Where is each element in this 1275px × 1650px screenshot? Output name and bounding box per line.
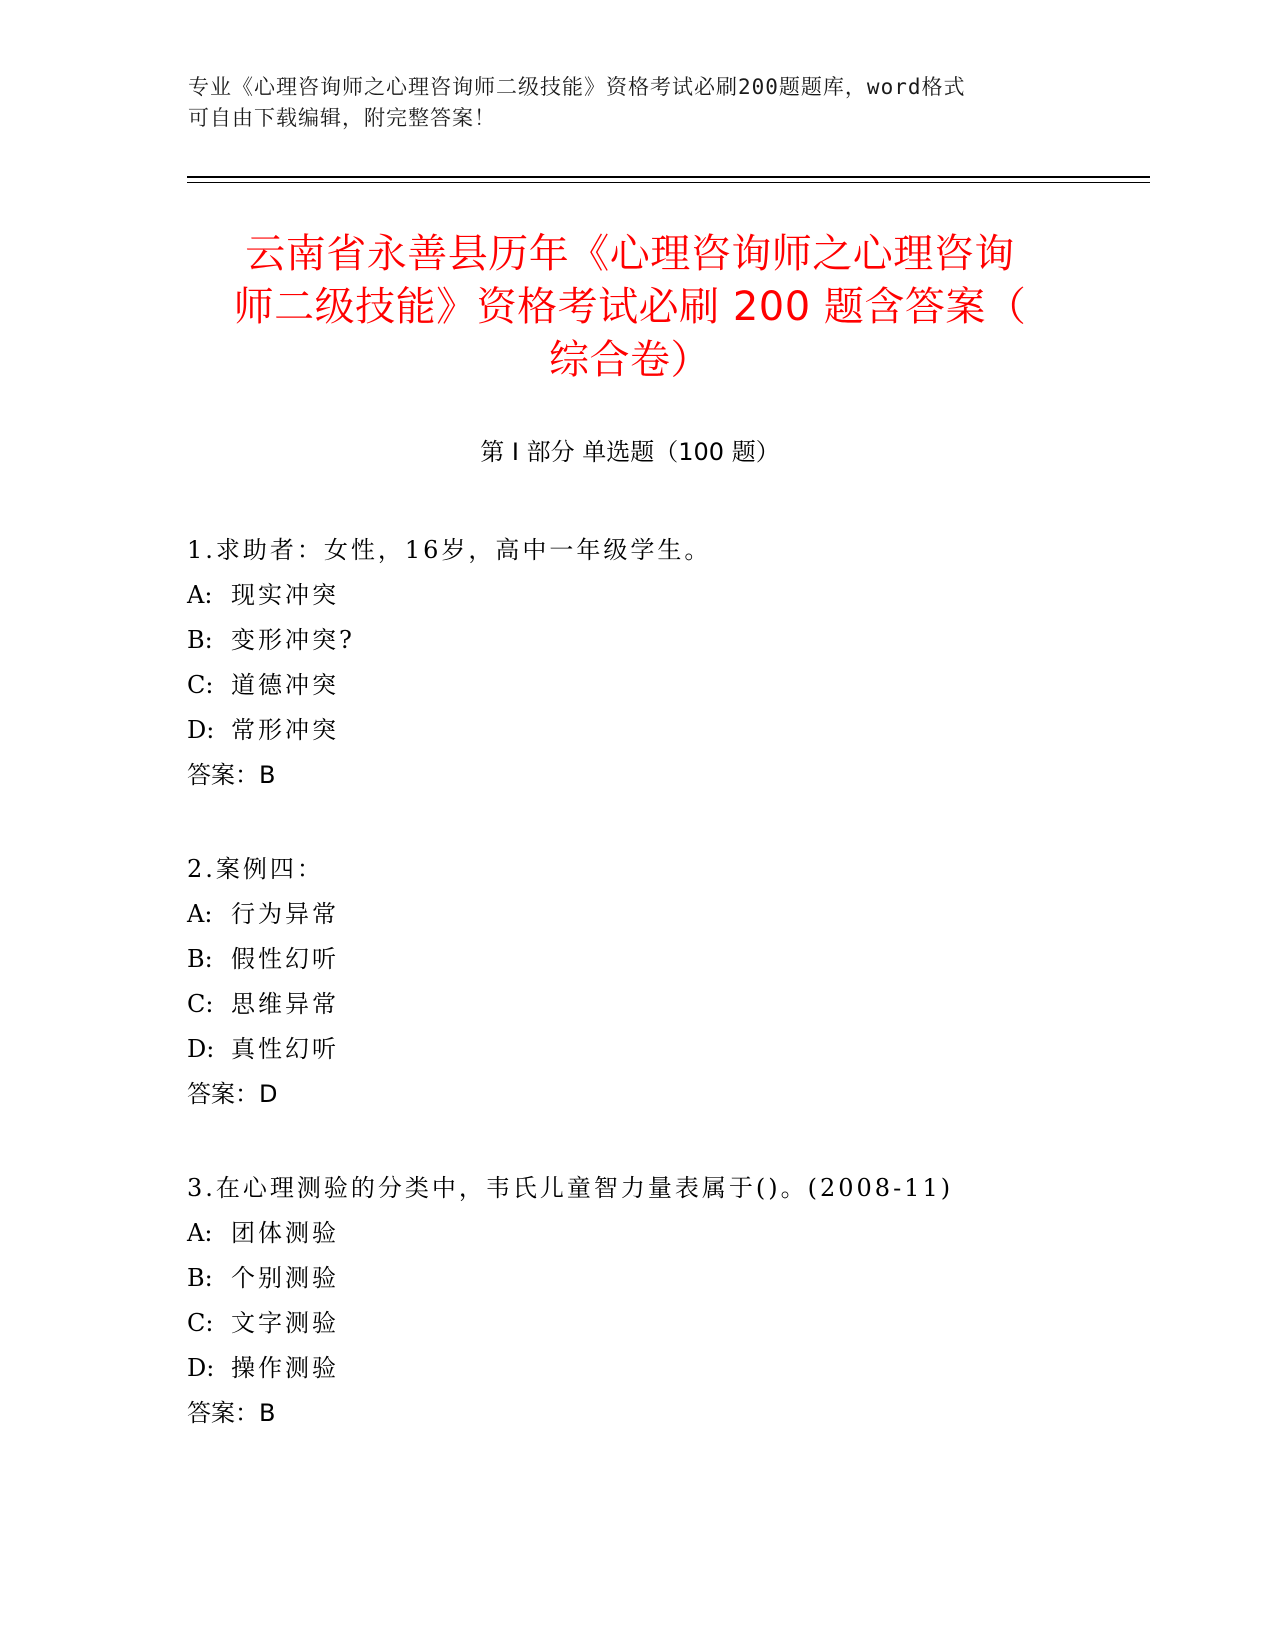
option-letter: A: [187, 1219, 213, 1247]
question-stem: 3.在心理测验的分类中，韦氏儿童智力量表属于()。(2008-11) [187, 1174, 954, 1202]
option-letter: D: [187, 1035, 215, 1063]
header-note-line-2: 可自由下载编辑，附完整答案！ [188, 106, 496, 130]
option-b [187, 937, 1147, 982]
option-a [187, 573, 1147, 618]
header-note-line-1: 专业《心理咨询师之心理咨询师二级技能》资格考试必刷200题题库，word格式 [188, 75, 966, 99]
option-letter: C: [187, 990, 214, 1018]
option-text: 假性幻听 [231, 945, 339, 973]
document-title-line-1: 云南省永善县历年《心理咨询师之心理咨询 [245, 231, 1015, 277]
option-letter: B: [187, 1264, 213, 1292]
option-text: 变形冲突? [231, 626, 355, 654]
answer-line: 答案：D [187, 1080, 278, 1108]
option-c [187, 1301, 1147, 1346]
option-text: 操作测验 [231, 1354, 339, 1382]
option-text: 常形冲突 [231, 716, 339, 744]
answer-line: 答案：B [187, 1399, 276, 1427]
option-letter: C: [187, 1309, 214, 1337]
document-title-line-3: 综合卷） [549, 337, 711, 383]
option-text: 团体测验 [231, 1219, 339, 1247]
question-stem: 1.求助者：女性，16岁，高中一年级学生。 [187, 536, 712, 564]
document-title [180, 228, 1080, 387]
header-rule-thin [187, 182, 1150, 183]
option-d [187, 1027, 1147, 1072]
answer-line: 答案：B [187, 761, 276, 789]
option-d [187, 708, 1147, 753]
option-text: 现实冲突 [231, 581, 339, 609]
option-letter: D: [187, 716, 215, 744]
question-3 [187, 1166, 1147, 1436]
option-text: 文字测验 [231, 1309, 339, 1337]
option-text: 行为异常 [231, 900, 339, 928]
option-letter: B: [187, 945, 213, 973]
document-title-line-2: 师二级技能》资格考试必刷 200 题含答案（ [233, 284, 1027, 330]
option-b [187, 1256, 1147, 1301]
option-a [187, 892, 1147, 937]
section-title: 第 I 部分 单选题（100 题） [480, 438, 780, 466]
header-note [188, 72, 1068, 134]
question-1 [187, 528, 1147, 798]
question-list [187, 528, 1147, 1485]
header-rule-thick [187, 176, 1150, 178]
option-text: 思维异常 [231, 990, 339, 1018]
option-c [187, 982, 1147, 1027]
question-2 [187, 847, 1147, 1117]
option-text: 道德冲突 [231, 671, 339, 699]
question-stem: 2.案例四： [187, 855, 324, 883]
option-letter: D: [187, 1354, 215, 1382]
option-letter: A: [187, 581, 213, 609]
option-a [187, 1211, 1147, 1256]
option-text: 个别测验 [231, 1264, 339, 1292]
option-letter: C: [187, 671, 214, 699]
option-c [187, 663, 1147, 708]
option-letter: B: [187, 626, 213, 654]
option-b [187, 618, 1147, 663]
option-d [187, 1346, 1147, 1391]
option-letter: A: [187, 900, 213, 928]
option-text: 真性幻听 [231, 1035, 339, 1063]
